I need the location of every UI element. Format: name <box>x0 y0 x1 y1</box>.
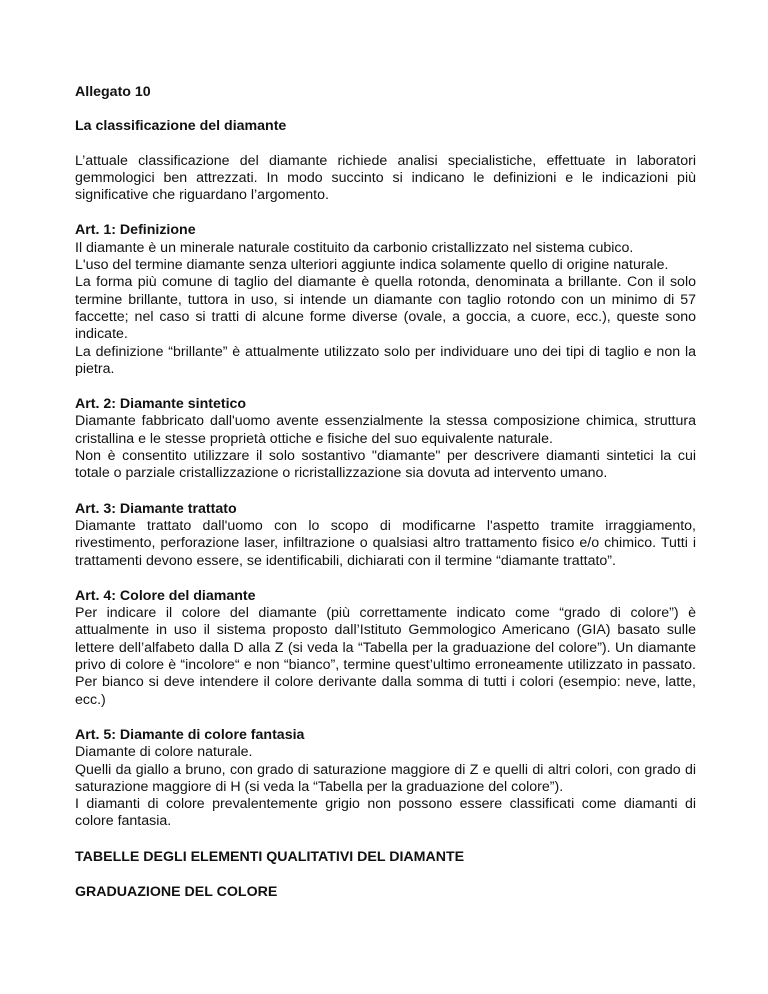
article-4-section <box>75 588 696 709</box>
article-title: Art. 2: Diamante sintetico <box>75 396 247 413</box>
article-paragraph: Diamante trattato dall'uomo con lo scopo di modificarne l'aspetto tramite irraggiamento, rivestimento, perforazione laser, infiltrazione o qualsiasi altro trattamento fisico e/o chimico. Tutti i trattamenti devono essere, se identificabili, dichiarati con il termine “diamante trattato”. <box>75 517 696 569</box>
article-5-section <box>75 727 696 831</box>
article-paragraph: La forma più comune di taglio del diamante è quella rotonda, denominata a brillante. Con il solo termine brillante, tuttora in uso, si intende un diamante con taglio rotondo con un minimo di 57 faccette; nel caso si tratti di alcune forme diverse (ovale, a goccia, a cuore, ecc.), queste sono indicate. <box>75 274 696 343</box>
color-grading-heading: GRADUAZIONE DEL COLORE <box>75 883 278 900</box>
tables-heading: TABELLE DEGLI ELEMENTI QUALITATIVI DEL DIAMANTE <box>75 848 465 865</box>
article-paragraph: Per indicare il colore del diamante (più correttamente indicato come “grado di colore”) è attualmente in uso il sistema proposto dall’Istituto Gemmologico Americano (GIA) basato sulle lettere dell’alfabeto dalla D alla Z (si veda la “Tabella per la graduazione del colore”). Un diamante privo di colore è “incolore“ e non “bianco”, termine quest’ultimo erroneamente utilizzato in passato. Per bianco si deve intendere il colore derivante dalla somma di tutti i colori (esempio: neve, latte, ecc.) <box>75 605 696 708</box>
article-3-section <box>75 501 696 570</box>
article-paragraph: Non è consentito utilizzare il solo sostantivo "diamante" per descrivere diamanti sintetici la cui totale o parziale cristallizzazione o ricristallizzazione sia dovuta ad intervento umano. <box>75 448 696 482</box>
article-paragraph: L'uso del termine diamante senza ulteriori aggiunte indica solamente quello di origine naturale. <box>75 257 669 274</box>
article-paragraph: Diamante fabbricato dall'uomo avente essenzialmente la stessa composizione chimica, struttura cristallina e le stesse proprietà ottiche e fisiche del suo equivalente naturale. <box>75 413 696 447</box>
article-paragraph: Il diamante è un minerale naturale costituito da carbonio cristallizzato nel sistema cubico. <box>75 239 634 256</box>
article-title: Art. 4: Colore del diamante <box>75 587 256 604</box>
article-paragraph: Quelli da giallo a bruno, con grado di saturazione maggiore di Z e quelli di altri colori, con grado di saturazione maggiore di H (si veda la “Tabella per la graduazione del colore”). <box>75 761 696 795</box>
document-title: La classificazione del diamante <box>75 118 287 135</box>
annex-label: Allegato 10 <box>75 84 151 100</box>
article-2-section <box>75 396 696 482</box>
article-paragraph: I diamanti di colore prevalentemente grigio non possono essere classificati come diamanti di colore fantasia. <box>75 796 696 830</box>
article-paragraph: La definizione “brillante” è attualmente utilizzato solo per individuare uno dei tipi di taglio e non la pietra. <box>75 343 696 377</box>
article-1-section <box>75 222 696 378</box>
article-title: Art. 1: Definizione <box>75 222 196 239</box>
article-title: Art. 5: Diamante di colore fantasia <box>75 726 305 743</box>
article-paragraph: Diamante di colore naturale. <box>75 744 253 761</box>
article-title: Art. 3: Diamante trattato <box>75 500 237 517</box>
intro-paragraph: L’attuale classificazione del diamante richiede analisi specialistiche, effettuate in laboratori gemmologici ben attrezzati. In modo succinto si indicano le definizioni e le indicazioni più significative che riguardano l’argomento. <box>75 152 696 204</box>
